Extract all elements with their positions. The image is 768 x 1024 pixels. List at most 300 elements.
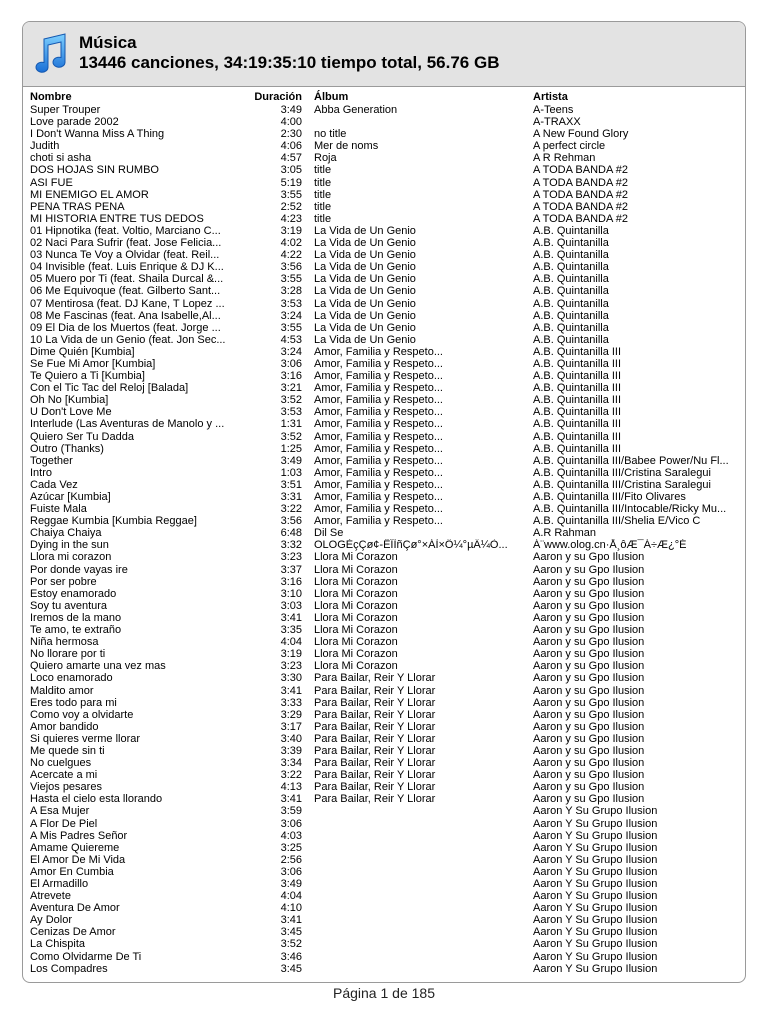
- track-name: Quiero Ser Tu Dadda: [30, 430, 134, 443]
- track-duration: 1:03: [280, 466, 302, 479]
- track-album: Mer de noms: [314, 140, 379, 153]
- track-name: Dying in the sun: [30, 539, 109, 552]
- track-name: Atrevete: [30, 890, 71, 903]
- track-name: Cenizas De Amor: [30, 926, 116, 939]
- track-row: [23, 660, 745, 672]
- track-name: 03 Nunca Te Voy a Olvidar (feat. Reil...: [30, 249, 220, 262]
- track-name: Si quieres verme llorar: [30, 732, 141, 745]
- track-row: [23, 551, 745, 563]
- track-duration: 3:40: [280, 732, 302, 745]
- track-duration: 3:39: [280, 744, 302, 757]
- track-artist: A.B. Quintanilla III: [533, 406, 622, 419]
- track-album: La Vida de Un Genio: [314, 285, 416, 298]
- track-name: Con el Tic Tac del Reloj [Balada]: [30, 382, 189, 395]
- track-artist: Aaron Y Su Grupo Ilusion: [533, 902, 658, 915]
- track-artist: A.B. Quintanilla III: [533, 370, 622, 383]
- track-artist: Aaron y su Gpo Ilusion: [533, 599, 645, 612]
- track-artist: A.B. Quintanilla III/Intocable/Ricky Mu...: [533, 503, 727, 516]
- track-duration: 3:52: [280, 938, 302, 951]
- track-duration: 4:13: [280, 781, 302, 794]
- track-artist: Aaron y su Gpo Ilusion: [533, 757, 645, 770]
- track-row: [23, 914, 745, 926]
- track-row: [23, 793, 745, 805]
- track-artist: Aaron Y Su Grupo Ilusion: [533, 805, 658, 818]
- track-name: Ay Dolor: [30, 914, 72, 927]
- track-album: La Vida de Un Genio: [314, 237, 416, 250]
- track-artist: A.B. Quintanilla III: [533, 345, 622, 358]
- track-duration: 3:41: [280, 684, 302, 697]
- track-name: Se Fue Mi Amor [Kumbia]: [30, 357, 156, 370]
- track-artist: A.B. Quintanilla: [533, 285, 609, 298]
- track-artist: Aaron Y Su Grupo Ilusion: [533, 865, 658, 878]
- track-artist: A New Found Glory: [533, 128, 629, 141]
- track-artist: Aaron y su Gpo Ilusion: [533, 696, 645, 709]
- track-album: Amor, Familia y Respeto...: [314, 491, 443, 503]
- track-album: title: [314, 212, 332, 225]
- track-row: [23, 709, 745, 721]
- track-artist: A.B. Quintanilla: [533, 237, 609, 250]
- track-name: El Amor De Mi Vida: [30, 853, 126, 866]
- track-duration: 3:55: [280, 188, 302, 201]
- track-duration: 3:21: [280, 382, 302, 395]
- track-duration: 3:51: [280, 478, 302, 491]
- track-album: OLOGÈçÇø¢-ÊÎÌñÇø°×ÁÌ×Ô¼°µÄ¼Ò...: [314, 539, 508, 552]
- track-name: 05 Muero por Ti (feat. Shaila Durcal &...: [30, 273, 224, 286]
- track-album: Llora Mi Corazon: [314, 563, 398, 576]
- track-row: [23, 745, 745, 757]
- track-name: Amame Quiereme: [30, 841, 120, 854]
- track-name: Por donde vayas ire: [30, 563, 128, 576]
- track-album: La Vida de Un Genio: [314, 309, 416, 322]
- track-duration: 3:30: [280, 672, 302, 685]
- track-name: 09 El Dia de los Muertos (feat. Jorge ...: [30, 321, 221, 334]
- track-row: [23, 128, 745, 140]
- track-artist: Aaron y su Gpo Ilusion: [533, 636, 645, 649]
- column-header-duration: Duración: [254, 91, 302, 103]
- track-album: Amor, Familia y Respeto...: [314, 382, 443, 395]
- track-artist: Aaron y su Gpo Ilusion: [533, 587, 645, 600]
- track-row: [23, 491, 745, 503]
- track-album: Abba Generation: [314, 104, 398, 116]
- track-row: [23, 672, 745, 684]
- track-artist: A.B. Quintanilla: [533, 333, 609, 346]
- track-artist: A.B. Quintanilla: [533, 273, 609, 286]
- library-header: [23, 22, 745, 87]
- track-artist: Aaron Y Su Grupo Ilusion: [533, 914, 658, 927]
- track-artist: Aaron y su Gpo Ilusion: [533, 648, 645, 661]
- track-row: [23, 164, 745, 176]
- track-album: Dil Se: [314, 527, 344, 540]
- track-row: [23, 697, 745, 709]
- track-duration: 4:03: [280, 829, 302, 842]
- track-row: [23, 539, 745, 551]
- track-row: [23, 394, 745, 406]
- track-album: Amor, Familia y Respeto...: [314, 345, 443, 358]
- track-artist: A.R Rahman: [533, 527, 596, 540]
- track-row: [23, 685, 745, 697]
- track-artist: A.B. Quintanilla: [533, 249, 609, 262]
- track-duration: 3:16: [280, 370, 302, 383]
- track-album: Llora Mi Corazon: [314, 575, 398, 588]
- track-name: Llora mi corazon: [30, 551, 112, 564]
- track-album: Llora Mi Corazon: [314, 648, 398, 661]
- track-row: [23, 878, 745, 890]
- track-artist: A.B. Quintanilla: [533, 321, 609, 334]
- track-album: Amor, Familia y Respeto...: [314, 357, 443, 370]
- track-duration: 5:19: [280, 176, 302, 189]
- track-duration: 1:31: [280, 418, 302, 431]
- track-artist: Aaron y su Gpo Ilusion: [533, 563, 645, 576]
- track-name: I Don't Wanna Miss A Thing: [30, 128, 165, 141]
- track-duration: 1:25: [280, 442, 302, 455]
- track-row: [23, 213, 745, 225]
- track-row: [23, 830, 745, 842]
- track-duration: 3:49: [280, 104, 302, 116]
- track-row: [23, 564, 745, 576]
- track-name: Love parade 2002: [30, 116, 119, 129]
- track-album: title: [314, 164, 332, 177]
- track-duration: 3:05: [280, 164, 302, 177]
- page-number: Página 1 de 185: [333, 985, 435, 1001]
- track-row: [23, 805, 745, 817]
- track-duration: 3:53: [280, 297, 302, 310]
- track-artist: Aaron y su Gpo Ilusion: [533, 551, 645, 564]
- track-artist: A TODA BANDA #2: [533, 200, 628, 213]
- track-name: Los Compadres: [30, 962, 108, 975]
- track-duration: 3:33: [280, 696, 302, 709]
- track-row: [23, 938, 745, 950]
- track-duration: 4:02: [280, 237, 302, 250]
- track-album: Amor, Familia y Respeto...: [314, 370, 443, 383]
- track-album: Llora Mi Corazon: [314, 599, 398, 612]
- track-artist: Aaron y su Gpo Ilusion: [533, 744, 645, 757]
- track-name: Niña hermosa: [30, 636, 99, 649]
- track-name: Together: [30, 454, 73, 467]
- track-row: [23, 818, 745, 830]
- track-row: [23, 406, 745, 418]
- track-artist: A.B. Quintanilla III: [533, 418, 622, 431]
- track-album: Llora Mi Corazon: [314, 611, 398, 624]
- track-album: La Vida de Un Genio: [314, 224, 416, 237]
- track-name: Iremos de la mano: [30, 611, 122, 624]
- track-album: Para Bailar, Reir Y Llorar: [314, 732, 436, 745]
- track-artist: A-TRAXX: [533, 116, 581, 129]
- track-duration: 6:48: [280, 527, 302, 540]
- track-duration: 3:22: [280, 503, 302, 516]
- track-duration: 3:17: [280, 720, 302, 733]
- track-album: Para Bailar, Reir Y Llorar: [314, 720, 436, 733]
- track-duration: 3:56: [280, 515, 302, 528]
- track-duration: 3:55: [280, 273, 302, 286]
- track-artist: Aaron y su Gpo Ilusion: [533, 781, 645, 794]
- track-artist: A TODA BANDA #2: [533, 188, 628, 201]
- track-album: La Vida de Un Genio: [314, 249, 416, 262]
- track-artist: Aaron y su Gpo Ilusion: [533, 793, 645, 806]
- track-name: Acercate a mi: [30, 769, 98, 782]
- track-row: [23, 346, 745, 358]
- track-row: [23, 963, 745, 975]
- track-row: [23, 576, 745, 588]
- track-duration: 3:06: [280, 817, 302, 830]
- track-name: A Mis Padres Señor: [30, 829, 128, 842]
- track-name: 07 Mentirosa (feat. DJ Kane, T Lopez ...: [30, 297, 225, 310]
- track-duration: 3:23: [280, 660, 302, 673]
- track-duration: 3:19: [280, 224, 302, 237]
- track-name: Estoy enamorado: [30, 587, 117, 600]
- column-header-artist: Artista: [533, 91, 568, 103]
- track-duration: 3:23: [280, 551, 302, 564]
- track-duration: 3:46: [280, 950, 302, 963]
- track-name: Reggae Kumbia [Kumbia Reggae]: [30, 515, 197, 528]
- track-artist: Aaron Y Su Grupo Ilusion: [533, 829, 658, 842]
- column-header-name: Nombre: [30, 91, 72, 103]
- track-duration: 3:29: [280, 708, 302, 721]
- track-name: Loco enamorado: [30, 672, 113, 685]
- track-duration: 3:06: [280, 865, 302, 878]
- track-name: Interlude (Las Aventuras de Manolo y ...: [30, 418, 225, 431]
- track-artist: Aaron y su Gpo Ilusion: [533, 684, 645, 697]
- track-artist: Aaron Y Su Grupo Ilusion: [533, 817, 658, 830]
- track-row: [23, 225, 745, 237]
- music-note-icon: [31, 31, 69, 75]
- track-name: PENA TRAS PENA: [30, 200, 125, 213]
- track-duration: 3:49: [280, 454, 302, 467]
- track-album: Amor, Familia y Respeto...: [314, 515, 443, 528]
- track-artist: Aaron Y Su Grupo Ilusion: [533, 938, 658, 951]
- track-row: [23, 769, 745, 781]
- track-row: [23, 455, 745, 467]
- track-album: La Vida de Un Genio: [314, 261, 416, 274]
- track-duration: 3:55: [280, 321, 302, 334]
- track-name: Por ser pobre: [30, 575, 97, 588]
- track-album: Para Bailar, Reir Y Llorar: [314, 793, 436, 806]
- track-album: title: [314, 188, 332, 201]
- track-name: Viejos pesares: [30, 781, 102, 794]
- track-album: Amor, Familia y Respeto...: [314, 503, 443, 516]
- track-row: [23, 177, 745, 189]
- track-artist: Aaron y su Gpo Ilusion: [533, 611, 645, 624]
- track-album: Para Bailar, Reir Y Llorar: [314, 744, 436, 757]
- track-album: Roja: [314, 152, 337, 165]
- track-album: Amor, Familia y Respeto...: [314, 406, 443, 419]
- track-duration: 4:00: [280, 116, 302, 129]
- track-album: Amor, Familia y Respeto...: [314, 478, 443, 491]
- track-name: A Esa Mujer: [30, 805, 90, 818]
- track-row: [23, 152, 745, 164]
- track-album: Amor, Familia y Respeto...: [314, 454, 443, 467]
- track-artist: A.B. Quintanilla III/Cristina Saralegui: [533, 466, 711, 479]
- track-album: Para Bailar, Reir Y Llorar: [314, 781, 436, 794]
- track-name: Maldito amor: [30, 684, 94, 697]
- track-album: Llora Mi Corazon: [314, 636, 398, 649]
- track-artist: Aaron y su Gpo Ilusion: [533, 720, 645, 733]
- track-artist: Aaron Y Su Grupo Ilusion: [533, 878, 658, 890]
- track-duration: 4:57: [280, 152, 302, 165]
- track-duration: 3:06: [280, 357, 302, 370]
- track-album: La Vida de Un Genio: [314, 321, 416, 334]
- track-duration: 4:04: [280, 890, 302, 903]
- music-listing-sheet: [22, 21, 746, 983]
- track-duration: 3:52: [280, 430, 302, 443]
- track-artist: A.B. Quintanilla III/Shelia E/Vico C: [533, 515, 701, 528]
- track-artist: A TODA BANDA #2: [533, 212, 628, 225]
- track-name: Outro (Thanks): [30, 442, 104, 455]
- track-album: Amor, Familia y Respeto...: [314, 466, 443, 479]
- track-album: Amor, Familia y Respeto...: [314, 442, 443, 455]
- track-row: [23, 612, 745, 624]
- track-album: Amor, Familia y Respeto...: [314, 394, 443, 407]
- track-album: Para Bailar, Reir Y Llorar: [314, 757, 436, 770]
- track-name: Amor En Cumbia: [30, 865, 114, 878]
- track-duration: 3:22: [280, 769, 302, 782]
- track-row: [23, 273, 745, 285]
- track-duration: 3:35: [280, 624, 302, 637]
- track-artist: A.B. Quintanilla III: [533, 357, 622, 370]
- track-duration: 3:45: [280, 962, 302, 975]
- track-row: [23, 588, 745, 600]
- track-duration: 3:53: [280, 406, 302, 419]
- track-name: No llorare por ti: [30, 648, 106, 661]
- track-artist: Aaron y su Gpo Ilusion: [533, 624, 645, 637]
- track-row: [23, 926, 745, 938]
- track-row: [23, 515, 745, 527]
- track-album: Llora Mi Corazon: [314, 587, 398, 600]
- track-duration: 2:30: [280, 128, 302, 141]
- track-artist: A.B. Quintanilla III/Fito Olivares: [533, 491, 686, 503]
- track-duration: 4:10: [280, 902, 302, 915]
- track-artist: A.B. Quintanilla: [533, 309, 609, 322]
- track-row: [23, 237, 745, 249]
- track-row: [23, 527, 745, 539]
- track-name: Intro: [30, 466, 53, 479]
- track-duration: 3:52: [280, 394, 302, 407]
- track-name: 06 Me Equivoque (feat. Gilberto Sant...: [30, 285, 221, 298]
- track-row: [23, 781, 745, 793]
- track-name: Super Trouper: [30, 104, 101, 116]
- track-duration: 3:24: [280, 309, 302, 322]
- track-row: [23, 757, 745, 769]
- track-name: El Armadillo: [30, 878, 89, 890]
- track-artist: A.B. Quintanilla: [533, 297, 609, 310]
- track-row: [23, 721, 745, 733]
- track-album: Amor, Familia y Respeto...: [314, 430, 443, 443]
- track-name: Cada Vez: [30, 478, 78, 491]
- track-duration: 3:16: [280, 575, 302, 588]
- track-name: U Don't Love Me: [30, 406, 112, 419]
- track-name: ASI FUE: [30, 176, 73, 189]
- track-row: [23, 382, 745, 394]
- track-artist: Aaron Y Su Grupo Ilusion: [533, 962, 658, 975]
- track-duration: 3:32: [280, 539, 302, 552]
- track-artist: A R Rehman: [533, 152, 596, 165]
- track-duration: 2:52: [280, 200, 302, 213]
- track-name: choti si asha: [30, 152, 92, 165]
- track-name: Fuiste Mala: [30, 503, 87, 516]
- track-artist: A TODA BANDA #2: [533, 176, 628, 189]
- track-duration: 3:24: [280, 345, 302, 358]
- track-name: DOS HOJAS SIN RUMBO: [30, 164, 159, 177]
- track-row: [23, 370, 745, 382]
- track-album: La Vida de Un Genio: [314, 297, 416, 310]
- track-artist: Aaron y su Gpo Ilusion: [533, 660, 645, 673]
- track-artist: A.B. Quintanilla III/Cristina Saralegui: [533, 478, 711, 491]
- track-row: [23, 866, 745, 878]
- track-name: Te Quiero a Ti [Kumbia]: [30, 370, 145, 383]
- column-header-album: Álbum: [314, 91, 349, 103]
- track-name: 04 Invisible (feat. Luis Enrique & DJ K...: [30, 261, 224, 274]
- track-duration: 4:04: [280, 636, 302, 649]
- track-row: [23, 854, 745, 866]
- track-name: MI HISTORIA ENTRE TUS DEDOS: [30, 212, 204, 225]
- track-name: Soy tu aventura: [30, 599, 108, 612]
- track-duration: 3:49: [280, 878, 302, 890]
- track-album: Para Bailar, Reir Y Llorar: [314, 672, 436, 685]
- track-album: La Vida de Un Genio: [314, 273, 416, 286]
- track-duration: 2:56: [280, 853, 302, 866]
- track-duration: 3:28: [280, 285, 302, 298]
- track-artist: A.B. Quintanilla III: [533, 382, 622, 395]
- track-row: [23, 467, 745, 479]
- track-row: [23, 261, 745, 273]
- track-name: Oh No [Kumbia]: [30, 394, 109, 407]
- track-row: [23, 334, 745, 346]
- track-name: MI ENEMIGO EL AMOR: [30, 188, 149, 201]
- track-row: [23, 636, 745, 648]
- track-name: Como Olvidarme De Ti: [30, 950, 142, 963]
- track-artist: Aaron y su Gpo Ilusion: [533, 708, 645, 721]
- track-name: Judith: [30, 140, 60, 153]
- track-artist: A.B. Quintanilla III: [533, 442, 622, 455]
- track-duration: 3:31: [280, 491, 302, 503]
- track-name: Te amo, te extraño: [30, 624, 122, 637]
- track-row: [23, 902, 745, 914]
- track-duration: 4:22: [280, 249, 302, 262]
- track-artist: A.B. Quintanilla: [533, 224, 609, 237]
- track-row: [23, 479, 745, 491]
- track-artist: A.B. Quintanilla III/Babee Power/Nu Fl...: [533, 454, 729, 467]
- track-name: 01 Hipnotika (feat. Voltio, Marciano C...: [30, 224, 221, 237]
- track-name: 08 Me Fascinas (feat. Ana Isabelle,Al...: [30, 309, 221, 322]
- track-album: Amor, Familia y Respeto...: [314, 418, 443, 431]
- track-duration: 3:03: [280, 599, 302, 612]
- track-artist: Á¨www.olog.cn·Å¸ôÆ¯Á÷Æ¿°É: [533, 539, 687, 552]
- track-duration: 3:45: [280, 926, 302, 939]
- track-row: [23, 189, 745, 201]
- track-row: [23, 600, 745, 612]
- track-duration: 4:06: [280, 140, 302, 153]
- track-album: Para Bailar, Reir Y Llorar: [314, 696, 436, 709]
- track-row: [23, 322, 745, 334]
- track-row: [23, 418, 745, 430]
- track-row: [23, 298, 745, 310]
- track-album: Para Bailar, Reir Y Llorar: [314, 684, 436, 697]
- track-row: [23, 104, 745, 116]
- track-artist: A.B. Quintanilla III: [533, 394, 622, 407]
- track-artist: Aaron y su Gpo Ilusion: [533, 672, 645, 685]
- track-row: [23, 890, 745, 902]
- track-artist: Aaron Y Su Grupo Ilusion: [533, 841, 658, 854]
- track-row: [23, 358, 745, 370]
- track-row: [23, 310, 745, 322]
- track-name: No cuelgues: [30, 757, 92, 770]
- track-duration: 3:25: [280, 841, 302, 854]
- track-album: Llora Mi Corazon: [314, 624, 398, 637]
- track-duration: 4:53: [280, 333, 302, 346]
- track-album: Llora Mi Corazon: [314, 551, 398, 564]
- track-row: [23, 503, 745, 515]
- track-album: no title: [314, 128, 347, 141]
- track-list: [23, 104, 745, 975]
